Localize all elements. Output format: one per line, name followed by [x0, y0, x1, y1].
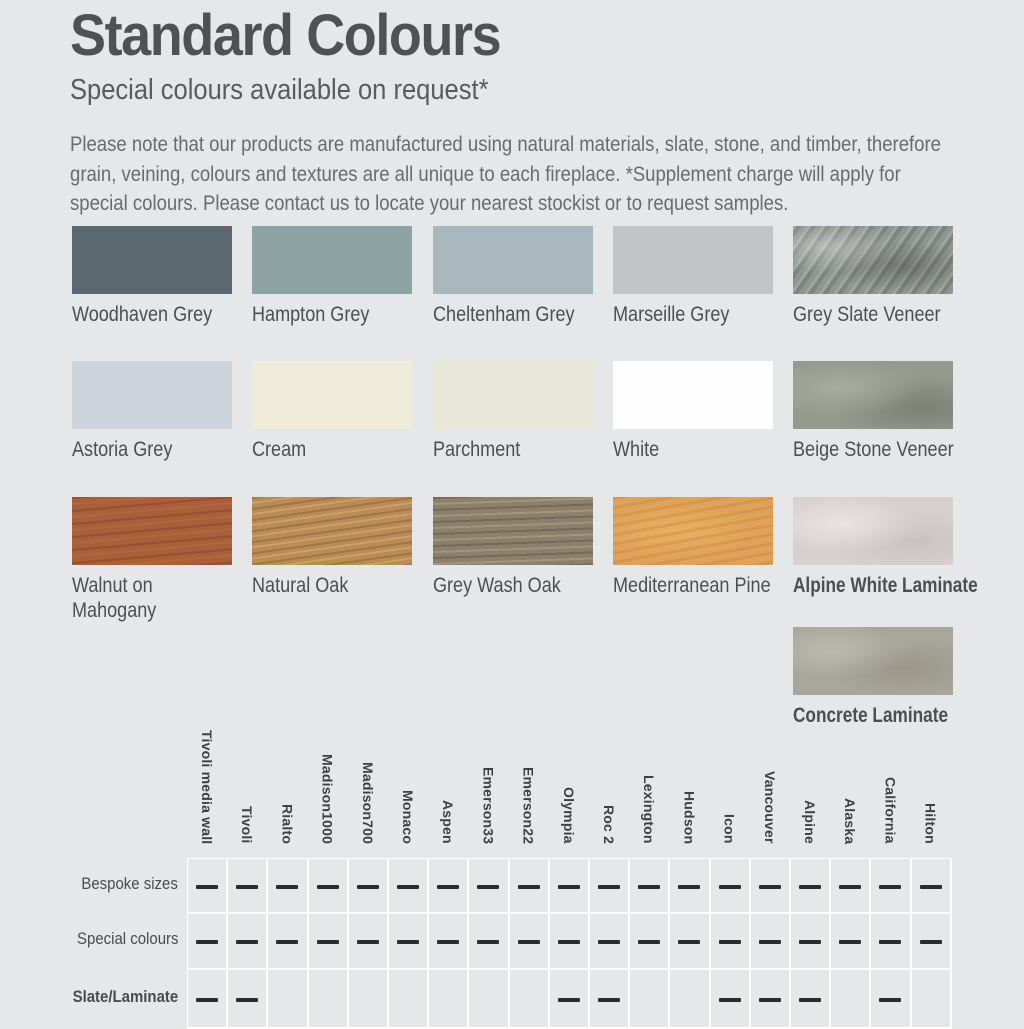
column-header: Aspen — [440, 800, 457, 844]
grid-cell — [429, 859, 469, 914]
availability-dash — [196, 885, 218, 889]
grid-cell — [349, 970, 389, 1029]
availability-dash — [920, 885, 942, 889]
availability-dash — [719, 940, 741, 944]
swatch-hampton-grey — [252, 226, 412, 327]
grid-cell — [630, 859, 670, 914]
page-subtitle: Special colours available on request* — [70, 74, 489, 106]
availability-dash — [518, 940, 540, 944]
grid-cell — [429, 914, 469, 970]
availability-dash — [397, 940, 419, 944]
column-header: Olympia — [560, 787, 577, 844]
grid-cell — [268, 859, 308, 914]
availability-dash — [558, 885, 580, 889]
availability-dash — [678, 940, 700, 944]
column-header: Icon — [721, 814, 738, 844]
grid-cell — [711, 970, 751, 1029]
grid-cell — [268, 970, 308, 1029]
swatch-mediterranean-pine — [613, 497, 773, 598]
swatch-label: Walnut on Mahogany — [72, 574, 157, 622]
grid-cell — [912, 914, 952, 970]
grid-cell — [871, 859, 911, 914]
availability-dash — [799, 998, 821, 1002]
grid-cell — [309, 859, 349, 914]
grid-cell — [228, 859, 268, 914]
swatch-chip — [613, 361, 773, 429]
column-header: Roc 2 — [601, 804, 617, 844]
grid-cell — [912, 970, 952, 1029]
swatch-marseille-grey — [613, 226, 773, 327]
swatch-chip — [793, 497, 953, 565]
availability-dash — [799, 885, 821, 889]
grid-cell — [510, 970, 550, 1029]
availability-dash — [437, 885, 459, 889]
swatch-label: Alpine White Laminate — [793, 574, 978, 597]
grid-cell — [510, 859, 550, 914]
column-header: Madison1000 — [319, 753, 336, 844]
column-header: Madison700 — [359, 761, 376, 844]
swatch-parchment — [433, 361, 593, 462]
availability-dash — [719, 998, 741, 1002]
grid-cell — [590, 859, 630, 914]
grid-cell — [349, 914, 389, 970]
swatch-chip — [433, 497, 593, 565]
grid-cell — [831, 914, 871, 970]
column-header: Vancouver — [761, 771, 778, 844]
grid-cell — [751, 859, 791, 914]
grid-cell — [831, 970, 871, 1029]
column-header: California — [882, 777, 899, 844]
availability-dash — [759, 885, 781, 889]
availability-dash — [317, 885, 339, 889]
grid-cell — [389, 859, 429, 914]
swatch-white — [613, 361, 773, 462]
grid-cell — [711, 859, 751, 914]
row-label: Slate/Laminate — [72, 986, 179, 1006]
availability-dash — [839, 940, 861, 944]
grid-cell — [630, 914, 670, 970]
swatch-chip — [793, 627, 953, 695]
swatch-chip — [793, 361, 953, 429]
swatch-label: Mediterranean Pine — [613, 574, 771, 597]
swatch-chip — [72, 497, 232, 565]
swatch-beige-stone-veneer — [793, 361, 953, 462]
grid-cell — [871, 914, 911, 970]
availability-dash — [558, 940, 580, 944]
grid-cell — [791, 859, 831, 914]
swatch-chip — [252, 226, 412, 294]
availability-dash — [719, 885, 741, 889]
column-header: Tivoli media wall — [199, 729, 215, 844]
swatch-woodhaven-grey — [72, 226, 232, 327]
swatch-chip — [252, 361, 412, 429]
availability-dash — [759, 998, 781, 1002]
swatch-label: Grey Slate Veneer — [793, 303, 941, 326]
grid-cell — [751, 914, 791, 970]
swatch-label: Concrete Laminate — [793, 704, 949, 727]
availability-dash — [598, 998, 620, 1002]
swatch-label: Cream — [252, 438, 307, 461]
swatch-label: Hampton Grey — [252, 303, 370, 326]
grid-cell — [590, 970, 630, 1029]
grid-cell — [630, 970, 670, 1029]
availability-dash — [357, 885, 379, 889]
disclaimer-note: Please note that our products are manufactured using natural materials, slate, stone, and timber, therefore grain, veining, colours and textures are all unique to each fireplace. *Supplement charge will apply for special colours. Please contact us to locate your nearest stockist or to request samples. — [70, 133, 941, 215]
availability-dash — [879, 885, 901, 889]
grid-cell — [309, 970, 349, 1029]
feature-availability-grid — [187, 858, 951, 1029]
grid-cell — [670, 859, 710, 914]
availability-dash — [598, 940, 620, 944]
availability-dash — [799, 940, 821, 944]
grid-cell — [389, 914, 429, 970]
page-title: Standard Colours — [70, 3, 501, 68]
availability-dash — [276, 940, 298, 944]
availability-dash — [317, 940, 339, 944]
swatch-chip — [613, 497, 773, 565]
availability-dash — [518, 885, 540, 889]
swatch-walnut-on-mahogany — [72, 497, 232, 623]
grid-cell — [268, 914, 308, 970]
availability-dash — [236, 940, 258, 944]
swatch-cream — [252, 361, 412, 462]
availability-dash — [437, 940, 459, 944]
swatch-label: Marseille Grey — [613, 303, 730, 326]
swatch-chip — [72, 361, 232, 429]
grid-cell — [791, 970, 831, 1029]
swatch-chip — [433, 226, 593, 294]
availability-dash — [920, 940, 942, 944]
grid-cell — [188, 859, 228, 914]
availability-dash — [236, 885, 258, 889]
column-header: Hilton — [922, 803, 939, 844]
grid-cell — [469, 859, 509, 914]
swatch-grey-slate-veneer — [793, 226, 953, 327]
availability-dash — [196, 940, 218, 944]
grid-cell — [871, 970, 911, 1029]
grid-cell — [550, 859, 590, 914]
availability-dash — [678, 885, 700, 889]
grid-cell — [550, 970, 590, 1029]
grid-cell — [912, 859, 952, 914]
availability-dash — [558, 998, 580, 1002]
column-header: Hudson — [681, 790, 698, 844]
swatch-chip — [793, 226, 953, 294]
swatch-alpine-white-laminate — [793, 497, 978, 598]
swatch-label: Cheltenham Grey — [433, 303, 575, 326]
swatch-label: Woodhaven Grey — [72, 303, 213, 326]
availability-dash — [638, 940, 660, 944]
availability-dash — [839, 885, 861, 889]
swatch-label: White — [613, 438, 660, 461]
grid-cell — [590, 914, 630, 970]
column-header: Lexington — [641, 775, 658, 844]
swatch-label: Astoria Grey — [72, 438, 173, 461]
column-header: Emerson33 — [480, 766, 497, 844]
availability-dash — [236, 998, 258, 1002]
availability-dash — [357, 940, 379, 944]
column-header: Monaco — [400, 789, 416, 844]
grid-cell — [469, 970, 509, 1029]
availability-dash — [879, 940, 901, 944]
column-header: Emerson22 — [520, 766, 537, 844]
grid-cell — [711, 914, 751, 970]
availability-dash — [638, 885, 660, 889]
availability-dash — [477, 885, 499, 889]
grid-cell — [188, 914, 228, 970]
swatch-grey-wash-oak — [433, 497, 593, 598]
availability-dash — [477, 940, 499, 944]
grid-cell — [389, 970, 429, 1029]
swatch-chip — [252, 497, 412, 565]
row-label: Special colours — [76, 929, 179, 948]
swatch-label: Natural Oak — [252, 574, 349, 597]
availability-dash — [397, 885, 419, 889]
grid-cell — [228, 970, 268, 1029]
grid-cell — [751, 970, 791, 1029]
swatch-cheltenham-grey — [433, 226, 593, 327]
grid-cell — [670, 970, 710, 1029]
swatch-label: Grey Wash Oak — [433, 574, 561, 597]
grid-cell — [831, 859, 871, 914]
grid-cell — [349, 859, 389, 914]
availability-dash — [196, 998, 218, 1002]
availability-dash — [759, 940, 781, 944]
swatch-label: Parchment — [433, 438, 521, 461]
swatch-astoria-grey — [72, 361, 232, 462]
column-header: Alpine — [802, 800, 818, 844]
swatch-chip — [613, 226, 773, 294]
grid-cell — [550, 914, 590, 970]
grid-cell — [188, 970, 228, 1029]
row-label: Bespoke sizes — [81, 873, 179, 893]
grid-cell — [469, 914, 509, 970]
grid-cell — [309, 914, 349, 970]
grid-cell — [429, 970, 469, 1029]
column-header: Alaska — [842, 797, 859, 844]
swatch-chip — [72, 226, 232, 294]
swatch-chip — [433, 361, 593, 429]
grid-cell — [670, 914, 710, 970]
column-header: Tivoli — [239, 806, 256, 844]
grid-cell — [228, 914, 268, 970]
column-header: Rialto — [279, 803, 296, 844]
availability-dash — [879, 998, 901, 1002]
availability-dash — [598, 885, 620, 889]
grid-cell — [791, 914, 831, 970]
availability-dash — [276, 885, 298, 889]
swatch-label: Beige Stone Veneer — [793, 438, 954, 461]
grid-cell — [510, 914, 550, 970]
swatch-natural-oak — [252, 497, 412, 598]
